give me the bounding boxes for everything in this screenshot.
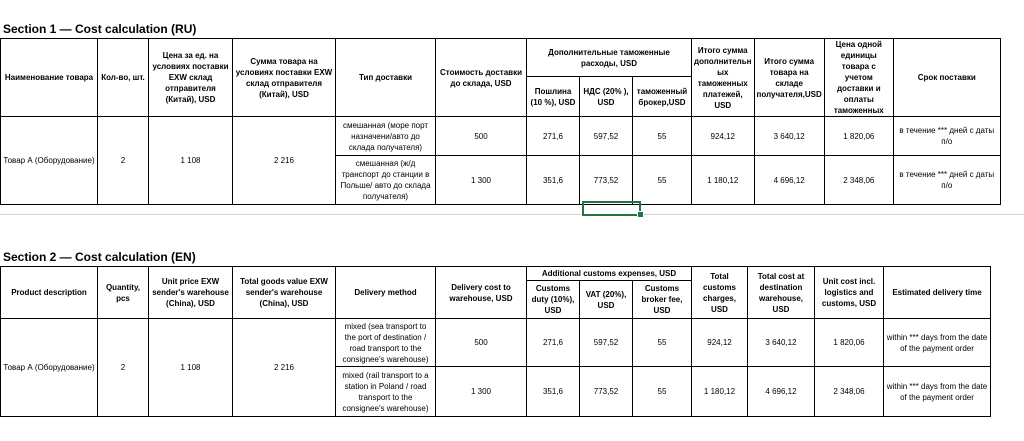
- header-vat: НДС (20% ), USD: [580, 77, 633, 117]
- cell-broker[interactable]: 55: [633, 117, 692, 156]
- header-unit-price: Цена за ед. на условиях поставки EXW склад отправителя (Китай), USD: [149, 39, 233, 117]
- header-broker: таможенный брокер,USD: [633, 77, 692, 117]
- cell-broker[interactable]: 55: [633, 367, 692, 417]
- cell-delivery-type[interactable]: смешанная (море порт назначени/авто до склада получателя): [336, 117, 436, 156]
- header-delivery-cost: Delivery cost to warehouse, USD: [436, 267, 527, 319]
- header-unit-cost: Цена одной единицы товара с учетом доставки и оплаты таможенных: [824, 39, 893, 117]
- cell-total-customs[interactable]: 1 180,12: [692, 156, 755, 205]
- cell-vat[interactable]: 597,52: [580, 117, 633, 156]
- cell-total-customs[interactable]: 924,12: [692, 117, 755, 156]
- cell-total-at-warehouse[interactable]: 4 696,12: [754, 156, 824, 205]
- header-duty: Пошлина (10 %), USD: [527, 77, 580, 117]
- cell-duty[interactable]: 271,6: [527, 319, 580, 367]
- cell-broker[interactable]: 55: [633, 319, 692, 367]
- cell-total-at-warehouse[interactable]: 3 640,12: [754, 117, 824, 156]
- cell-unit-cost[interactable]: 1 820,06: [824, 117, 893, 156]
- header-delivery-type: Тип доставки: [336, 39, 436, 117]
- header-additional-customs: Additional customs expenses, USD: [527, 267, 692, 281]
- header-product: Product description: [1, 267, 98, 319]
- cell-delivery-cost[interactable]: 500: [436, 117, 527, 156]
- cell-total-customs[interactable]: 924,12: [692, 319, 748, 367]
- section2-table: [0, 266, 991, 417]
- header-total-at-warehouse: Итого сумма товара на складе получателя,USD: [754, 39, 824, 117]
- cell-duty[interactable]: 351,6: [527, 367, 580, 417]
- header-total-at-warehouse: Total cost at destination warehouse, USD: [748, 267, 815, 319]
- cell-delivery-type[interactable]: смешанная (ж/д транспорт до станции в Польше/ авто до склада получателя): [336, 156, 436, 205]
- empty-row-gridline: [0, 214, 1024, 215]
- cell-unit-cost[interactable]: 2 348,06: [824, 156, 893, 205]
- header-total-value: Total goods value EXW sender's warehouse (China), USD: [233, 267, 336, 319]
- cell-delivery-time[interactable]: в течение *** дней с даты п/о: [893, 156, 1000, 205]
- cell-delivery-cost[interactable]: 1 300: [436, 156, 527, 205]
- header-unit-cost: Unit cost incl. logistics and customs, USD: [815, 267, 884, 319]
- section2-title: Section 2 — Cost calculation (EN): [3, 250, 196, 264]
- header-delivery-time: Estimated delivery time: [884, 267, 991, 319]
- section1-table: [0, 38, 1001, 205]
- cell-unit-price[interactable]: 1 108: [149, 117, 233, 205]
- header-unit-price: Unit price EXW sender's warehouse (China), USD: [149, 267, 233, 319]
- cell-total-customs[interactable]: 1 180,12: [692, 367, 748, 417]
- cell-vat[interactable]: 773,52: [580, 156, 633, 205]
- cell-delivery-cost[interactable]: 1 300: [436, 367, 527, 417]
- header-product: Наименование товара: [1, 39, 98, 117]
- header-total-value: Сумма товара на условиях поставки EXW склад отправителя (Китай), USD: [233, 39, 336, 117]
- cell-delivery-time[interactable]: within *** days from the date of the payment order: [884, 319, 991, 367]
- fill-handle[interactable]: [637, 211, 644, 218]
- header-delivery-time: Срок поставки: [893, 39, 1000, 117]
- cell-qty[interactable]: 2: [98, 117, 149, 205]
- cell-total-value[interactable]: 2 216: [233, 117, 336, 205]
- cell-total-value[interactable]: 2 216: [233, 319, 336, 417]
- cell-vat[interactable]: 597,52: [580, 319, 633, 367]
- cell-duty[interactable]: 351,6: [527, 156, 580, 205]
- cell-vat[interactable]: 773,52: [580, 367, 633, 417]
- cell-qty[interactable]: 2: [98, 319, 149, 417]
- cell-product[interactable]: Товар А (Оборудование): [1, 319, 98, 417]
- header-qty: Quantity, pcs: [98, 267, 149, 319]
- cell-delivery-time[interactable]: within *** days from the date of the payment order: [884, 367, 991, 417]
- cell-duty[interactable]: 271,6: [527, 117, 580, 156]
- header-duty: Customs duty (10%), USD: [527, 281, 580, 319]
- cell-unit-cost[interactable]: 2 348,06: [815, 367, 884, 417]
- cell-unit-cost[interactable]: 1 820,06: [815, 319, 884, 367]
- header-delivery-type: Delivery method: [336, 267, 436, 319]
- cell-total-at-warehouse[interactable]: 4 696,12: [748, 367, 815, 417]
- cell-delivery-time[interactable]: в течение *** дней с даты п/о: [893, 117, 1000, 156]
- header-qty: Кол-во, шт.: [98, 39, 149, 117]
- header-total-customs: Итого сумма дополнительн ых таможенных платежей, USD: [692, 39, 755, 117]
- active-cell-selection[interactable]: [582, 201, 641, 216]
- cell-broker[interactable]: 55: [633, 156, 692, 205]
- cell-delivery-cost[interactable]: 500: [436, 319, 527, 367]
- header-broker: Customs broker fee, USD: [633, 281, 692, 319]
- header-vat: VAT (20%), USD: [580, 281, 633, 319]
- cell-product[interactable]: Товар А (Оборудование): [1, 117, 98, 205]
- cell-unit-price[interactable]: 1 108: [149, 319, 233, 417]
- cell-delivery-type[interactable]: mixed (sea transport to the port of destination / road transport to the consignee's warehouse): [336, 319, 436, 367]
- header-total-customs: Total customs charges, USD: [692, 267, 748, 319]
- cell-total-at-warehouse[interactable]: 3 640,12: [748, 319, 815, 367]
- cell-delivery-type[interactable]: mixed (rail transport to a station in Poland / road transport to the consignee's warehouse): [336, 367, 436, 417]
- header-additional-customs: Дополнительные таможенные расходы, USD: [527, 39, 692, 77]
- header-delivery-cost: Стоимость доставки до склада, USD: [436, 39, 527, 117]
- section1-title: Section 1 — Cost calculation (RU): [3, 22, 197, 36]
